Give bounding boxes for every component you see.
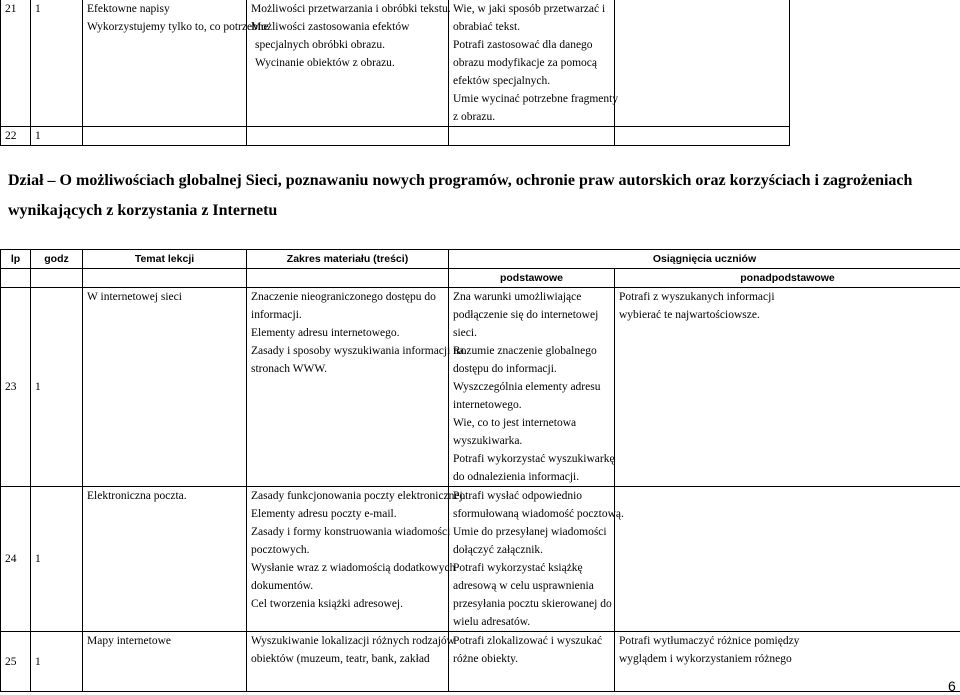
zakres-line: obiektów (muzeum, teatr, bank, zakład: [251, 653, 430, 665]
godz-cell: 1: [31, 487, 83, 632]
ponad-cell: [615, 487, 960, 632]
table-row: [1, 288, 960, 487]
zakres-line: Wycinanie obiektów z obrazu.: [255, 57, 395, 69]
header-temat: Temat lekcji: [83, 250, 247, 269]
podst-line: Wie, w jaki sposób przetwarzać i: [453, 3, 606, 15]
top-table: [0, 0, 790, 146]
page-number: 6: [948, 678, 956, 694]
podst-line: podłączenie się do internetowej: [453, 309, 599, 321]
lp-cell: 23: [1, 288, 31, 487]
zakres-line: stronach WWW.: [251, 363, 328, 375]
podst-line: obrazu modyfikacje za pomocą: [453, 57, 598, 69]
header-podstawowe: podstawowe: [449, 269, 615, 288]
temat-line: Wykorzystujemy tylko to, co potrzebne: [87, 21, 269, 33]
header-godz: godz: [31, 250, 83, 269]
godz-cell: 1: [31, 288, 83, 487]
zakres-line: Zasady funkcjonowania poczty elektronicznej.: [251, 490, 466, 502]
lp-cell: 22: [1, 127, 31, 146]
podst-line: adresową w celu usprawnienia: [453, 580, 594, 592]
temat-line: W internetowej sieci: [87, 291, 182, 303]
zakres-cell: [247, 0, 449, 127]
header-zakres: Zakres materiału (treści): [247, 250, 449, 269]
ponad-line: Potrafi z wyszukanych informacji: [619, 291, 775, 303]
podst-cell: [449, 288, 615, 487]
table-row: [1, 127, 790, 146]
podst-cell: [449, 487, 624, 632]
temat-cell: [83, 487, 247, 632]
zakres-line: informacji.: [251, 309, 302, 321]
table-row: [1, 0, 790, 127]
ponad-line: wybierać te najwartościowsze.: [619, 309, 760, 321]
header-empty: [247, 269, 449, 288]
godz-cell: 1: [31, 632, 83, 692]
temat-line: Efektowne napisy: [87, 3, 170, 15]
podst-line: Wie, co to jest internetowa: [453, 417, 577, 429]
godz-cell: 1: [31, 0, 83, 127]
podst-line: wielu adresatów.: [453, 616, 531, 628]
podst-line: Potrafi wysłać odpowiednio: [453, 490, 583, 502]
podst-line: przesyłania pocztu skierowanej do: [453, 598, 612, 610]
podst-line: dostępu do informacji.: [453, 363, 557, 375]
zakres-cell: [247, 127, 449, 146]
podst-line: różne obiekty.: [453, 653, 519, 665]
zakres-cell: [247, 632, 455, 692]
header-lp: lp: [1, 250, 31, 269]
header-osiagniecia: Osiągnięcia uczniów: [449, 250, 960, 269]
podst-line: wyszukiwarka.: [453, 435, 523, 447]
ponad-cell: [615, 0, 790, 127]
podst-line: z obrazu.: [453, 111, 496, 123]
header-ponadpodstawowe: ponadpodstawowe: [615, 269, 960, 288]
zakres-line: Wyszukiwanie lokalizacji różnych rodzajów: [251, 635, 455, 647]
zakres-line: Zasady i sposoby wyszukiwania informacji na.: [251, 345, 467, 357]
zakres-line: pocztowych.: [251, 544, 310, 556]
lp-cell: 25: [1, 632, 31, 692]
zakres-cell: [247, 487, 466, 632]
podst-line: sformułowaną wiadomość pocztową.: [453, 508, 624, 520]
lp-cell: 24: [1, 487, 31, 632]
temat-cell: [83, 0, 269, 127]
podst-line: Potrafi zlokalizować i wyszukać: [453, 635, 603, 647]
godz-cell: 1: [31, 127, 83, 146]
podst-line: efektów specjalnych.: [453, 75, 551, 87]
podst-line: Potrafi wykorzystać książkę: [453, 562, 583, 574]
podst-line: dołączyć załącznik.: [453, 544, 544, 556]
zakres-line: Elementy adresu internetowego.: [251, 327, 400, 339]
podst-line: Potrafi wykorzystać wyszukiwarkę: [453, 453, 615, 465]
zakres-line: Możliwości zastosowania efektów: [251, 21, 410, 33]
zakres-line: Cel tworzenia książki adresowej.: [251, 598, 403, 610]
ponad-line: Potrafi wytłumaczyć różnice pomiędzy: [619, 635, 800, 647]
zakres-line: Możliwości przetwarzania i obróbki tekstu.: [251, 3, 451, 15]
podst-line: Rozumie znaczenie globalnego: [453, 345, 597, 357]
header-empty: [1, 269, 31, 288]
podst-cell: [449, 632, 615, 692]
temat-line: Elektroniczna poczta.: [87, 490, 187, 502]
table-row: [1, 487, 960, 632]
ponad-cell: [615, 632, 960, 692]
zakres-line: specjalnych obróbki obrazu.: [255, 39, 385, 51]
podst-line: Potrafi zastosować dla danego: [453, 39, 593, 51]
podst-cell: [449, 0, 619, 127]
zakres-line: Elementy adresu poczty e-mail.: [251, 508, 397, 520]
header-row: [1, 250, 960, 269]
ponad-cell: [615, 127, 790, 146]
lp-cell: 21: [1, 0, 31, 127]
curriculum-table: [0, 249, 960, 692]
zakres-line: dokumentów.: [251, 580, 314, 592]
zakres-line: Wysłanie wraz z wiadomością dodatkowych: [251, 562, 456, 574]
ponad-line: wyglądem i wykorzystaniem różnego: [619, 653, 792, 665]
ponad-cell: [615, 288, 960, 487]
header-empty: [83, 269, 247, 288]
podst-line: obrabiać tekst.: [453, 21, 521, 33]
podst-line: Wyszczególnia elementy adresu: [453, 381, 601, 393]
podst-line: Umie do przesyłanej wiadomości: [453, 526, 607, 538]
subheader-row: [1, 269, 960, 288]
temat-cell: [83, 127, 247, 146]
podst-line: Umie wycinać potrzebne fragmenty: [453, 93, 619, 105]
zakres-line: Znaczenie nieograniczonego dostępu do: [251, 291, 436, 303]
temat-cell: [83, 632, 247, 692]
podst-line: Zna warunki umożliwiające: [453, 291, 582, 303]
podst-cell: [449, 127, 615, 146]
temat-cell: [83, 288, 247, 487]
header-empty: [31, 269, 83, 288]
podst-line: sieci.: [453, 327, 477, 339]
section-title: Dział – O możliwościach globalnej Sieci, poznawaniu nowych programów, ochronie praw autorskich oraz korzyściach i zagrożeniach wynikających z korzystania z Internetu: [8, 172, 913, 219]
zakres-line: Zasady i formy konstruowania wiadomości: [251, 526, 451, 538]
table-row: [1, 632, 960, 692]
temat-line: Mapy internetowe: [87, 635, 171, 647]
podst-line: internetowego.: [453, 399, 522, 411]
podst-line: do odnalezienia informacji.: [453, 471, 580, 483]
